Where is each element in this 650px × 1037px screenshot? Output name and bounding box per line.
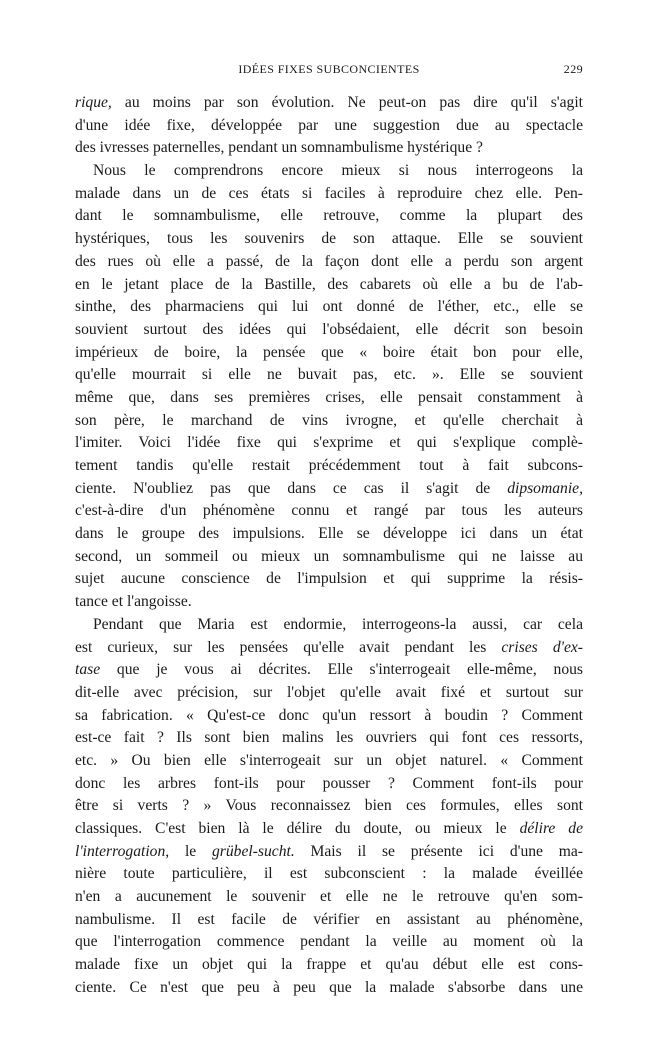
text-line	[75, 727, 583, 750]
text-segment: le	[169, 842, 212, 860]
text-line	[75, 931, 583, 954]
text-segment: des rues où elle a passé, de la façon dont elle a perdu son argent	[75, 252, 583, 270]
text-segment: son père, le marchand de vins ivrogne, et qu'elle cherchait à	[75, 411, 583, 429]
text-segment: tance et l'angoisse.	[75, 593, 192, 611]
text-line	[75, 387, 583, 410]
text-segment: est-ce fait ? Ils sont bien malins les ouvriers qui font ces ressorts,	[75, 729, 583, 747]
text-line	[75, 750, 583, 773]
text-line	[75, 410, 583, 433]
text-segment: l'imiter. Voici l'idée fixe qui s'exprime et qui s'explique complè-	[75, 434, 583, 452]
text-segment: ciente. Ce n'est que peu à peu que la malade s'absorbe dans une	[75, 978, 583, 996]
text-segment: c'est-à-dire d'un phénomène connu et rangé par tous les auteurs	[75, 502, 583, 520]
text-line	[75, 637, 583, 660]
italic-text: crises d'ex-	[501, 638, 583, 656]
text-line	[75, 137, 583, 160]
text-line	[75, 92, 583, 115]
text-line	[75, 523, 583, 546]
text-line	[75, 568, 583, 591]
text-segment: tement tandis qu'elle restait précédemment tout à fait subcons-	[75, 457, 583, 474]
text-line	[75, 682, 583, 705]
text-segment: classiques. C'est bien là le délire du doute, ou mieux le	[75, 820, 520, 837]
text-line	[75, 205, 583, 228]
text-segment: dit-elle avec précision, sur l'objet qu'elle avait fixé et surtout sur	[75, 683, 583, 701]
text-line	[75, 886, 583, 909]
text-line	[75, 364, 583, 387]
text-line	[75, 614, 583, 637]
text-line	[75, 546, 583, 569]
text-segment: en le jetant place de la Bastille, des cabarets où elle a bu de l'ab-	[75, 275, 583, 293]
text-line	[75, 863, 583, 886]
text-segment: malade dans un de ces états si faciles à reproduire chez elle. Pen-	[75, 184, 583, 202]
text-segment: impérieux de boire, la pensée que « boire était bon pour elle,	[75, 343, 583, 361]
text-segment: sujet aucune conscience de l'impulsion et qui supprime la résis-	[75, 570, 583, 588]
text-segment: donc les arbres font-ils pour pousser ? Comment font-ils pour	[75, 774, 583, 792]
text-line	[75, 274, 583, 297]
text-line	[75, 841, 583, 864]
text-segment: ciente. N'oubliez pas que dans ce cas il s'agit de	[75, 479, 508, 497]
text-line	[75, 228, 583, 251]
text-line	[75, 500, 583, 523]
text-line	[75, 160, 583, 183]
text-segment: sinthe, des pharmaciens qui lui ont donné de l'éther, etc., elle se	[75, 298, 583, 316]
text-segment: dans le groupe des impulsions. Elle se développe ici dans un état	[75, 525, 583, 543]
text-line	[75, 455, 583, 478]
text-line	[75, 251, 583, 274]
text-segment: dant le somnambulisme, elle retrouve, comme la plupart des	[75, 207, 583, 225]
text-line	[75, 183, 583, 206]
text-line	[75, 773, 583, 796]
running-title: IDÉES FIXES SUBCONCIENTES	[238, 62, 420, 76]
body-text	[75, 92, 583, 1000]
text-segment: être si verts ? » Vous reconnaissez bien ces formules, elles sont	[75, 797, 583, 815]
text-segment: etc. » Ou bien elle s'interrogeait sur un objet naturel. « Comment	[75, 751, 583, 769]
text-segment: malade fixe un objet qui la frappe et qu'au début elle est cons-	[75, 956, 583, 974]
italic-text: l'interrogation,	[75, 842, 170, 860]
text-segment: Mais il se présente ici d'une ma-	[294, 842, 583, 860]
text-line	[75, 115, 583, 138]
text-segment: n'en a aucunement le souvenir et elle ne le retrouve qu'en som-	[75, 888, 583, 906]
text-segment: des ivresses paternelles, pendant un somnambulisme hystérique ?	[75, 139, 483, 157]
italic-text: dipsomanie,	[507, 479, 583, 497]
text-segment: que je vous ai décrites. Elle s'interrogeait elle-même, nous	[100, 661, 583, 679]
text-line	[75, 954, 583, 977]
text-segment: nambulisme. Il est facile de vérifier en assistant au phénomène,	[75, 910, 583, 928]
text-line	[75, 432, 583, 455]
italic-text: grübel-sucht.	[212, 842, 295, 860]
text-segment: hystériques, tous les souvenirs de son attaque. Elle se souvient	[75, 230, 583, 248]
text-segment: second, un sommeil ou mieux un somnambulisme qui ne laisse au	[75, 547, 583, 565]
text-segment: au moins par son évolution. Ne peut-on pas dire qu'il s'agit	[111, 94, 583, 111]
text-line	[75, 591, 583, 614]
text-line	[75, 342, 583, 365]
text-segment: qu'elle mourrait si elle ne buvait pas, etc. ». Elle se souvient	[75, 366, 583, 384]
text-line	[75, 659, 583, 682]
text-line	[75, 795, 583, 818]
page-number: 229	[563, 62, 583, 76]
text-segment: souvient surtout des idées qui l'obsédaient, elle décrit son besoin	[75, 320, 583, 338]
text-segment: sa fabrication. « Qu'est-ce donc qu'un ressort à boudin ? Comment	[75, 706, 583, 724]
running-header	[75, 62, 583, 82]
text-segment: d'une idée fixe, développée par une suggestion due au spectacle	[75, 116, 583, 134]
italic-text: tase	[75, 661, 101, 679]
text-segment: Nous le comprendrons encore mieux si nous interrogeons la	[93, 162, 583, 180]
italic-text: rique,	[75, 94, 112, 111]
text-line	[75, 818, 583, 841]
italic-text: délire de	[519, 820, 583, 837]
text-line	[75, 478, 583, 501]
text-segment: est curieux, sur les pensées qu'elle avait pendant les	[75, 638, 502, 656]
text-segment: que l'interrogation commence pendant la veille au moment où la	[75, 933, 583, 951]
text-line	[75, 319, 583, 342]
text-segment: nière toute particulière, il est subconscient : la malade éveillée	[75, 865, 583, 883]
text-line	[75, 296, 583, 319]
text-line	[75, 977, 583, 1000]
text-segment: même que, dans ses premières crises, elle pensait constamment à	[75, 388, 583, 406]
text-line	[75, 909, 583, 932]
text-segment: Pendant que Maria est endormie, interrogeons-la aussi, car cela	[93, 615, 583, 633]
text-line	[75, 705, 583, 728]
